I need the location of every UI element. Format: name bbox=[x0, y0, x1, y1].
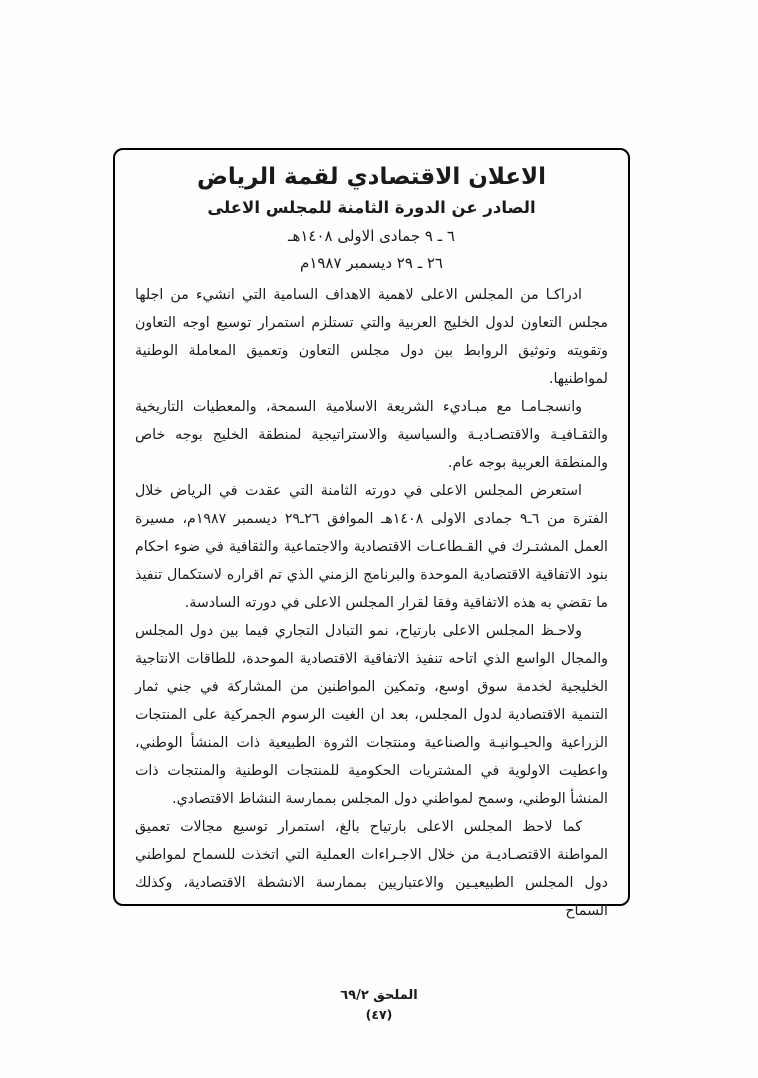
body-paragraph: ولاحـظ المجلس الاعلى بارتياح، نمو التبادل التجاري فيما بين دول المجلس والمجال الواسع الذي اتاحه تنفيذ الاتفاقية الاقتصادية الموحدة، للطاقات الانتاجية الخليجية لخدمة سوق اوسع، وتمكين المواطنين من المشاركة في جني ثمار التنمية الاقتصادية لدول المجلس، بعد ان الغيت الرسوم الجمركية على المنتجات الزراعية والحيـوانيـة والصناعية ومنتجات الثروة الطبيعية ذات المنشأ الوطني، واعطيت الاولوية في المشتريات الحكومية للمنتجات الوطنية والمنتجات ذات المنشأ الوطني، وسمح لمواطني دول المجلس بممارسة النشاط الاقتصادي. bbox=[135, 623, 608, 807]
body-paragraph: استعرض المجلس الاعلى في دورته الثامنة التي عقدت في الرياض خلال الفترة من ٦ـ٩ جمادى الاولى ١٤٠٨هـ الموافق ٢٦ـ٢٩ ديسمبر ١٩٨٧م، مسيرة العمل المشتـرك في القـطاعـات الاقتصادية والاجتماعية والثقافية في ضوء احكام بنود الاتفاقية الاقتصادية الموحدة والبرنامج الزمني الذي تم اقراره لاستكمال تنفيذ ما تقضي به هذه الاتفاقية وفقا لقرار المجلس الاعلى في دورته السادسة. bbox=[135, 483, 609, 611]
document-border-frame bbox=[113, 148, 630, 919]
body-paragraph: كما لاحظ المجلس الاعلى بارتياح بالغ، استمرار توسيع مجالات تعميق المواطنة الاقتصـاديـة من خلال الاجـراءات العملية التي اتخذت للسماح لمواطني دول المجلس الطبيعيـين والاعتباريين بممارسة الانشطة الاقتصادية، وكذلك السماح bbox=[135, 819, 608, 919]
body-paragraph: وانسجـامـا مع مبـاديء الشريعة الاسلامية السمحة، والمعطيات التاريخية والثقـافيـة والاقتصـاديـة والسياسية والاستراتيجية لمنطقة الخليج بوجه خاص والمنطقة العربية بوجه عام. bbox=[135, 399, 608, 471]
date-hijri: ٦ ـ ٩ جمادى الاولى ١٤٠٨هـ bbox=[288, 227, 455, 245]
page-number: (٤٧) bbox=[365, 1007, 393, 1022]
body-paragraph: ادراكـا من المجلس الاعلى لاهمية الاهداف السامية التي انشيء من اجلها مجلس التعاون لدول الخليج العربية والتي تستلزم استمرار توسيع اوجه التعاون وتقويته وتوثيق الروابط بين دول مجلس التعاون وتعميق المعاملة الوطنية لمواطنيها. bbox=[135, 287, 608, 387]
annex-label: الملحق ٦٩/٢ bbox=[340, 988, 418, 1003]
page-footer bbox=[0, 988, 758, 1022]
date-gregorian: ٢٦ ـ ٢٩ ديسمبر ١٩٨٧م bbox=[300, 254, 443, 272]
document-title: الاعلان الاقتصادي لقمة الرياض bbox=[196, 164, 547, 190]
document-subtitle: الصادر عن الدورة الثامنة للمجلس الاعلى bbox=[207, 198, 536, 217]
